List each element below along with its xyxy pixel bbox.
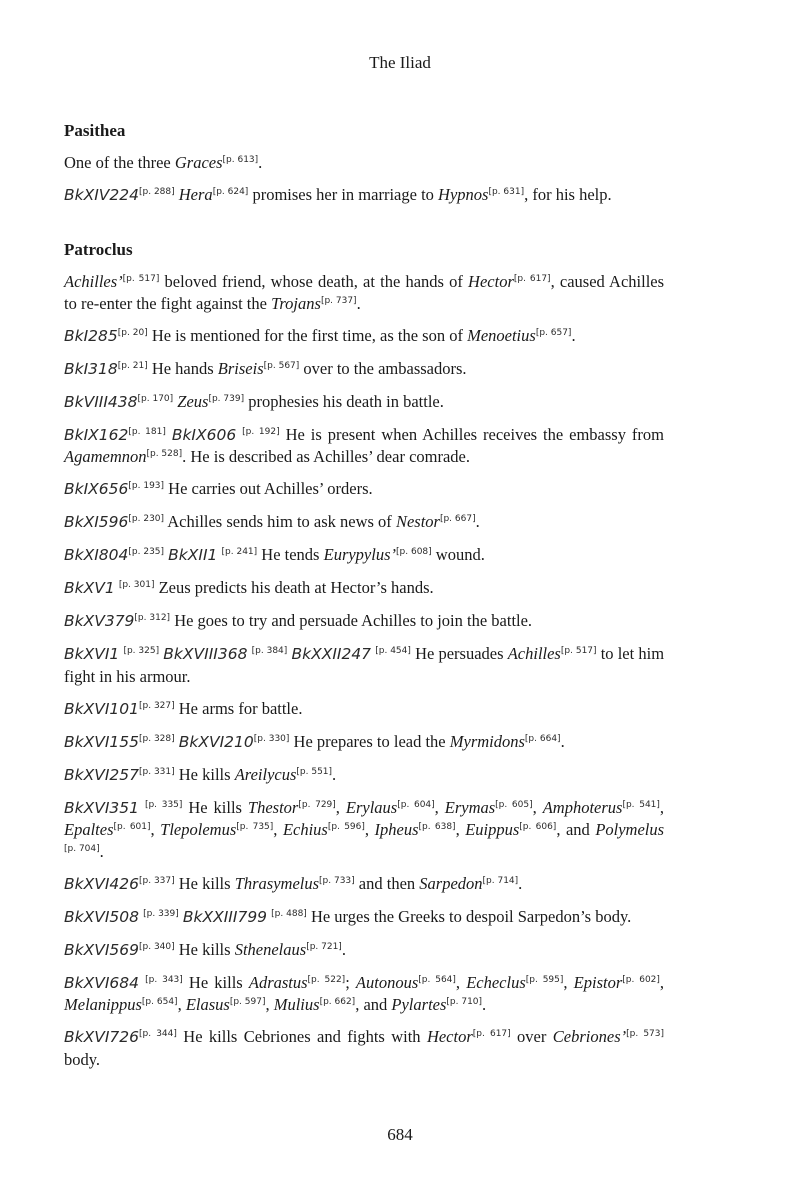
name-link[interactable]: Polymelus bbox=[595, 820, 665, 839]
name-link[interactable]: Thrasymelus bbox=[234, 873, 320, 893]
entry-text: He arms for battle. bbox=[174, 698, 303, 718]
page-reference[interactable]: [p. 596] bbox=[327, 822, 365, 832]
name-link[interactable]: Areilycus bbox=[234, 764, 297, 784]
page-content bbox=[64, 120, 664, 1081]
entry-text: . bbox=[356, 293, 361, 313]
page-reference[interactable]: [p. 606] bbox=[519, 822, 557, 832]
entry-text: Zeus predicts his death at Hector’s hands. bbox=[154, 578, 434, 597]
entry-text: He kills bbox=[182, 797, 248, 817]
page-reference[interactable]: [p. 343] bbox=[145, 974, 183, 985]
index-entry bbox=[64, 1026, 664, 1070]
index-entry bbox=[64, 478, 664, 501]
entry-text: He tends bbox=[257, 545, 324, 564]
name-link[interactable]: Achilles bbox=[507, 644, 561, 663]
entry-text: He prepares to lead the bbox=[289, 731, 450, 751]
entry-text: He kills bbox=[174, 873, 235, 893]
page-reference[interactable]: [p. 241] bbox=[221, 547, 258, 557]
page-reference[interactable]: [p. 541] bbox=[622, 799, 660, 810]
index-entry bbox=[64, 939, 664, 962]
entry-text: . bbox=[482, 995, 487, 1014]
entry-text: , bbox=[455, 820, 466, 839]
page-reference[interactable]: [p. 608] bbox=[396, 547, 432, 557]
index-entry bbox=[64, 643, 664, 687]
book-line-reference[interactable]: BkXV1 bbox=[64, 579, 115, 597]
page-reference[interactable]: [p. 704] bbox=[64, 843, 100, 854]
name-link[interactable]: Euippus bbox=[465, 820, 520, 839]
book-line-reference[interactable]: BkXI596 bbox=[64, 513, 129, 531]
entry-text: , bbox=[455, 972, 467, 992]
entry-text: . bbox=[341, 939, 346, 959]
name-link[interactable]: Epistor bbox=[573, 972, 623, 992]
name-link[interactable]: Agamemnon bbox=[64, 447, 147, 466]
entry-text: , and bbox=[556, 820, 596, 839]
index-entry bbox=[64, 325, 664, 348]
page-reference[interactable]: [p. 170] bbox=[137, 393, 174, 404]
page-reference[interactable]: [p. 667] bbox=[439, 514, 476, 524]
section-gap bbox=[64, 217, 664, 239]
entry-text: . bbox=[571, 325, 576, 345]
book-line-reference[interactable]: BkXVI726 bbox=[64, 1028, 139, 1046]
book-line-reference[interactable]: BkVIII438 bbox=[64, 392, 138, 411]
entry-text: He hands bbox=[147, 358, 218, 378]
entry-text: , bbox=[335, 797, 346, 817]
page-reference[interactable]: [p. 605] bbox=[495, 799, 533, 810]
entry-text: , bbox=[177, 995, 186, 1014]
entry-text: He kills bbox=[174, 939, 235, 959]
entry-text: He goes to try and persuade Achilles to join the battle. bbox=[170, 611, 533, 630]
page-reference[interactable]: [p. 328] bbox=[139, 733, 175, 744]
entry-text: , caused Achilles to re-enter the fight against the bbox=[64, 272, 665, 313]
page-reference[interactable]: [p. 601] bbox=[113, 822, 151, 832]
page-reference[interactable]: [p. 488] bbox=[271, 908, 307, 919]
page-reference[interactable]: [p. 230] bbox=[128, 514, 165, 524]
page-number: 684 bbox=[387, 1125, 413, 1144]
page-reference[interactable]: [p. 617] bbox=[472, 1029, 511, 1039]
book-line-reference[interactable]: BkXI804 bbox=[64, 546, 129, 564]
page-reference[interactable]: [p. 631] bbox=[488, 187, 525, 197]
entry-text: , bbox=[265, 995, 274, 1014]
page-reference[interactable]: [p. 339] bbox=[143, 908, 179, 919]
entry-text: He urges the Greeks to despoil Sarpedon’s body. bbox=[306, 906, 632, 926]
entry-text: ; bbox=[345, 972, 356, 992]
entry-text: over to the ambassadors. bbox=[299, 358, 467, 378]
name-link[interactable]: Hector bbox=[468, 272, 514, 291]
page-reference[interactable]: [p. 733] bbox=[319, 875, 355, 886]
entry-text: , bbox=[150, 820, 161, 839]
entry-text: . bbox=[258, 153, 263, 172]
name-link[interactable]: Mulius bbox=[273, 995, 320, 1014]
page-reference[interactable]: [p. 567] bbox=[263, 360, 300, 371]
page-reference[interactable]: [p. 181] bbox=[128, 426, 166, 437]
section-heading: Pasithea bbox=[64, 121, 126, 140]
index-entry bbox=[64, 424, 664, 468]
index-entry bbox=[64, 511, 664, 534]
page-reference[interactable]: [p. 638] bbox=[418, 822, 456, 832]
name-link[interactable]: Nestor bbox=[395, 512, 440, 531]
index-entry bbox=[64, 610, 664, 633]
entry-text: He is mentioned for the first time, as the son of bbox=[147, 325, 468, 345]
book-line-reference[interactable]: BkXVI508 bbox=[64, 907, 139, 926]
book-line-reference[interactable]: BkXVI351 bbox=[64, 798, 139, 817]
name-link[interactable]: Echius bbox=[282, 820, 328, 839]
index-entry bbox=[64, 764, 664, 787]
name-link[interactable]: Zeus bbox=[177, 391, 209, 411]
page-reference[interactable]: [p. 192] bbox=[242, 426, 280, 437]
index-entry bbox=[64, 391, 664, 414]
book-line-reference[interactable]: BkXVI1 bbox=[64, 645, 120, 663]
page-reference[interactable]: [p. 739] bbox=[208, 393, 245, 404]
entry-text: beloved friend, whose death, at the hands of bbox=[159, 272, 469, 291]
entry-text: . bbox=[99, 841, 104, 861]
page-reference[interactable]: [p. 301] bbox=[118, 580, 155, 590]
page-reference[interactable]: [p. 654] bbox=[141, 997, 178, 1007]
page-reference[interactable]: [p. 613] bbox=[222, 155, 259, 165]
name-link[interactable]: Sarpedon bbox=[419, 873, 483, 893]
book-line-reference[interactable]: BkIX606 bbox=[171, 425, 237, 444]
page-reference[interactable]: [p. 340] bbox=[139, 941, 175, 952]
index-entry bbox=[64, 271, 664, 314]
book-line-reference[interactable]: BkXV379 bbox=[64, 612, 135, 630]
entry-text: He is present when Achilles receives the embassy from bbox=[279, 424, 664, 444]
book-line-reference[interactable]: BkXVI569 bbox=[64, 940, 139, 959]
book-line-reference[interactable]: BkXIV224 bbox=[64, 186, 139, 204]
page-reference[interactable]: [p. 193] bbox=[128, 481, 165, 491]
entry-text: He persuades bbox=[410, 644, 508, 663]
name-link[interactable]: Epaltes bbox=[64, 820, 114, 839]
name-link[interactable]: Hypnos bbox=[438, 185, 489, 204]
entry-text: He kills Cebriones and fights with bbox=[176, 1027, 427, 1046]
page-reference[interactable]: [p. 517] bbox=[560, 646, 597, 656]
page-reference[interactable]: [p. 604] bbox=[397, 799, 435, 810]
page-reference[interactable]: [p. 330] bbox=[253, 733, 290, 744]
index-entry bbox=[64, 972, 664, 1016]
page-reference[interactable]: [p. 657] bbox=[535, 327, 572, 338]
page-reference[interactable]: [p. 235] bbox=[128, 547, 165, 557]
name-link[interactable]: Cebriones’ bbox=[552, 1027, 627, 1046]
name-link[interactable]: Echeclus bbox=[466, 972, 526, 992]
entry-text: . bbox=[475, 512, 480, 531]
page-reference[interactable]: [p. 617] bbox=[513, 274, 551, 284]
page-reference[interactable]: [p. 528] bbox=[146, 449, 183, 459]
name-link[interactable]: Myrmidons bbox=[449, 731, 525, 751]
name-link[interactable]: Eurypylus’ bbox=[323, 545, 397, 564]
book-line-reference[interactable]: BkIX656 bbox=[64, 480, 129, 498]
name-link[interactable]: Pylartes bbox=[391, 995, 447, 1014]
entry-text: , for his help. bbox=[524, 185, 612, 204]
page-reference[interactable]: [p. 729] bbox=[298, 799, 336, 810]
book-line-reference[interactable]: BkXVI155 bbox=[64, 732, 139, 751]
name-link[interactable]: Hector bbox=[426, 1027, 473, 1046]
book-line-reference[interactable]: BkXVI426 bbox=[64, 874, 139, 893]
page-reference[interactable]: [p. 573] bbox=[626, 1029, 665, 1039]
entry-text: He carries out Achilles’ orders. bbox=[164, 479, 373, 498]
name-link[interactable]: Ipheus bbox=[374, 820, 419, 839]
page-reference[interactable]: [p. 327] bbox=[139, 700, 175, 711]
entry-text: Achilles sends him to ask news of bbox=[164, 512, 396, 531]
name-link[interactable]: Adrastus bbox=[248, 972, 308, 992]
book-line-reference[interactable]: BkXVI257 bbox=[64, 765, 139, 784]
page-reference[interactable]: [p. 325] bbox=[123, 646, 160, 656]
entry-text: . bbox=[518, 873, 523, 893]
entry-text: He kills bbox=[174, 764, 235, 784]
entry-text: , bbox=[273, 820, 283, 839]
page-reference[interactable]: [p. 595] bbox=[525, 974, 564, 985]
page-reference[interactable]: [p. 454] bbox=[375, 646, 411, 656]
name-link[interactable]: Erymas bbox=[444, 797, 496, 817]
page-reference[interactable]: [p. 21] bbox=[117, 360, 148, 371]
entry-text: to let him fight in his armour. bbox=[64, 644, 665, 686]
page-reference[interactable]: [p. 714] bbox=[482, 875, 519, 886]
index-entry bbox=[64, 797, 664, 863]
name-link[interactable]: Tlepolemus bbox=[160, 820, 237, 839]
entry-text: body. bbox=[64, 1049, 101, 1069]
page-reference[interactable]: [p. 20] bbox=[117, 327, 148, 338]
page-reference[interactable]: [p. 331] bbox=[139, 766, 175, 777]
entry-text: wound. bbox=[431, 545, 485, 564]
page-reference[interactable]: [p. 312] bbox=[134, 613, 171, 623]
book-line-reference[interactable]: BkIX162 bbox=[64, 425, 129, 444]
name-link[interactable]: Sthenelaus bbox=[234, 939, 307, 959]
entry-text: He kills bbox=[182, 972, 249, 992]
entry-text: . bbox=[560, 731, 565, 751]
name-link[interactable]: Amphoterus bbox=[542, 797, 623, 817]
entry-text: , bbox=[659, 797, 665, 817]
book-line-reference[interactable]: BkXVI684 bbox=[64, 973, 139, 992]
name-link[interactable]: Melanippus bbox=[64, 995, 142, 1014]
book-line-reference[interactable]: BkXVIII368 bbox=[163, 645, 248, 663]
book-line-reference[interactable]: BkXII1 bbox=[168, 546, 218, 564]
entry-text: , bbox=[364, 820, 375, 839]
page-reference[interactable]: [p. 597] bbox=[229, 997, 266, 1007]
name-link[interactable]: Autonous bbox=[355, 972, 419, 992]
index-entry bbox=[64, 184, 664, 207]
entry-text: . He is described as Achilles’ dear comrade. bbox=[182, 447, 470, 466]
name-link[interactable]: Achilles’ bbox=[64, 272, 123, 291]
page-reference[interactable]: [p. 384] bbox=[251, 646, 288, 656]
book-line-reference[interactable]: BkXVI210 bbox=[178, 732, 254, 751]
index-entry bbox=[64, 544, 664, 567]
book-line-reference[interactable]: BkI318 bbox=[64, 359, 118, 378]
book-line-reference[interactable]: BkXVI101 bbox=[64, 699, 139, 718]
page-reference[interactable]: [p. 551] bbox=[296, 766, 333, 777]
page-reference[interactable]: [p. 344] bbox=[139, 1029, 177, 1039]
page-reference[interactable]: [p. 602] bbox=[622, 974, 660, 985]
book-line-reference[interactable]: BkXXIII799 bbox=[182, 907, 268, 926]
page-reference[interactable]: [p. 624] bbox=[212, 187, 249, 197]
entry-text: , bbox=[563, 972, 574, 992]
name-link[interactable]: Elasus bbox=[185, 995, 230, 1014]
name-link[interactable]: Thestor bbox=[247, 797, 299, 817]
index-entry bbox=[64, 731, 664, 754]
page-reference[interactable]: [p. 337] bbox=[139, 875, 175, 886]
page-reference[interactable]: [p. 522] bbox=[307, 974, 346, 985]
entry-text: . bbox=[332, 764, 337, 784]
name-link[interactable]: Trojans bbox=[271, 293, 321, 313]
page-reference[interactable]: [p. 721] bbox=[306, 941, 342, 952]
index-entry bbox=[64, 698, 664, 721]
book-line-reference[interactable]: BkXXII247 bbox=[291, 645, 372, 663]
entry-text: and then bbox=[354, 873, 420, 893]
entry-text: prophesies his death in battle. bbox=[244, 391, 444, 411]
name-link[interactable]: Briseis bbox=[217, 358, 264, 378]
entry-text: , and bbox=[355, 995, 392, 1014]
entry-text: , bbox=[659, 972, 665, 992]
entry-text: over bbox=[510, 1027, 553, 1046]
book-line-reference[interactable]: BkI285 bbox=[64, 326, 118, 345]
entry-text: promises her in marriage to bbox=[248, 185, 439, 204]
entry-text: , bbox=[532, 797, 543, 817]
page-reference[interactable]: [p. 335] bbox=[144, 799, 183, 810]
index-entry bbox=[64, 577, 664, 600]
page-reference[interactable]: [p. 737] bbox=[320, 295, 357, 306]
index-entry bbox=[64, 152, 664, 174]
page-reference[interactable]: [p. 710] bbox=[446, 997, 483, 1007]
page-reference[interactable]: [p. 735] bbox=[236, 822, 274, 832]
index-entry bbox=[64, 358, 664, 381]
index-entry bbox=[64, 906, 664, 929]
page-reference[interactable]: [p. 664] bbox=[524, 733, 561, 744]
page-reference[interactable]: [p. 564] bbox=[418, 974, 456, 985]
section-heading: Patroclus bbox=[64, 240, 133, 259]
name-link[interactable]: Hera bbox=[178, 185, 213, 204]
name-link[interactable]: Graces bbox=[174, 153, 223, 172]
index-entry bbox=[64, 873, 664, 896]
page-reference[interactable]: [p. 662] bbox=[319, 997, 356, 1007]
entry-text: , bbox=[434, 797, 445, 817]
entry-text: One of the three bbox=[64, 153, 175, 172]
name-link[interactable]: Menoetius bbox=[467, 325, 536, 345]
name-link[interactable]: Erylaus bbox=[345, 797, 398, 817]
page-reference[interactable]: [p. 288] bbox=[139, 187, 175, 197]
page-reference[interactable]: [p. 517] bbox=[122, 274, 160, 284]
running-header: The Iliad bbox=[369, 53, 431, 72]
